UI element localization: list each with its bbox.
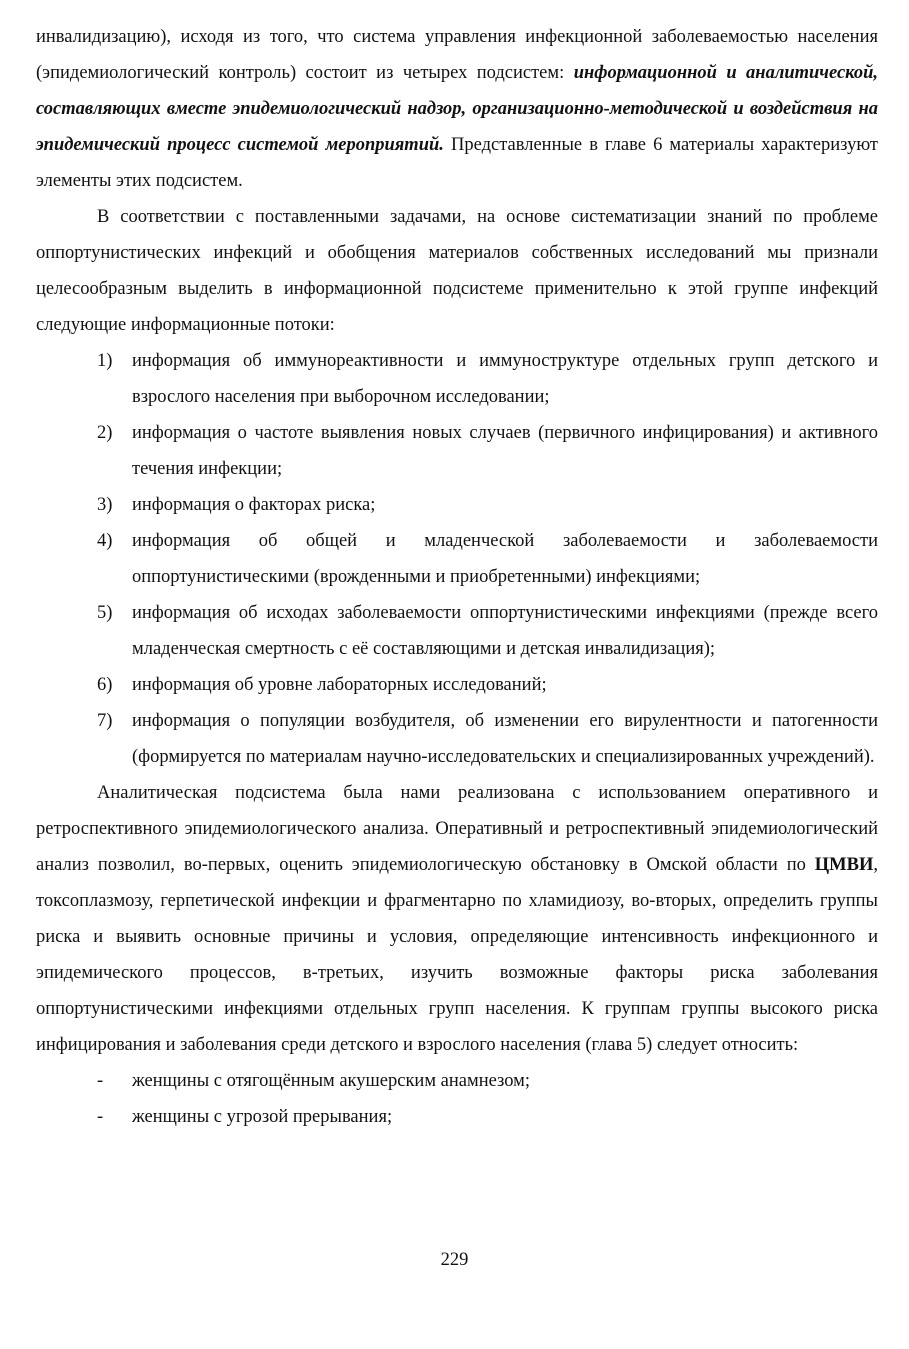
paragraph-subsystems-tail: Представленные в главе 6 материалы характеризуют элементы этих подсистем. — [36, 135, 879, 191]
list-item — [36, 1063, 878, 1099]
list-item-marker: - — [97, 1071, 104, 1091]
list-item-text: информация о популяции возбудителя, об изменении его вирулентности и патогенности (формируется по материалам научно-исследовательских и специализированных учреждений). — [132, 711, 878, 767]
list-item-text: информация об иммунореактивности и иммуноструктуре отдельных групп детского и взрослого населения при выборочном исследовании; — [132, 351, 878, 407]
list-item-number: 3) — [97, 495, 113, 515]
page-number: 229 — [440, 1250, 469, 1270]
paragraph-analytical-part1: Аналитическая подсистема была нами реализована с использованием оперативного и ретроспективного эпидемиологического анализа. Оперативный и ретроспективный эпидемиологический анализ позволил, во-первых, оценить эпидемиологическую обстановку в Омской области по — [36, 783, 878, 875]
list-item — [36, 523, 878, 595]
list-item — [36, 595, 878, 667]
list-item — [36, 703, 878, 775]
paragraph-info-streams-intro: В соответствии с поставленными задачами, на основе систематизации знаний по проблеме оппортунистических инфекций и обобщения материалов собственных исследований мы признали целесообразным выделить в информационной подсистеме применительно к этой группе инфекций следующие информационные потоки: — [36, 207, 878, 335]
list-item-text: женщины с угрозой прерывания; — [132, 1107, 393, 1127]
list-item-text: информация о частоте выявления новых случаев (первичного инфицирования) и активного течения инфекции; — [132, 423, 878, 479]
list-item-number: 1) — [97, 351, 113, 371]
list-item-text: информация об общей и младенческой заболеваемости и заболеваемости оппортунистическими (врожденными и приобретенными) инфекциями; — [132, 531, 878, 587]
list-item — [36, 415, 878, 487]
list-item-text: информация об исходах заболеваемости оппортунистическими инфекциями (прежде всего младенческая смертность с её составляющими и детская инвалидизация); — [132, 603, 878, 659]
list-item-number: 6) — [97, 675, 113, 695]
list-item-text: информация о факторах риска; — [132, 495, 376, 515]
risk-groups-list — [36, 1063, 878, 1135]
list-item-marker: - — [97, 1107, 104, 1127]
list-item — [36, 667, 878, 703]
paragraph-subsystems — [36, 19, 878, 199]
list-item-number: 5) — [97, 603, 113, 623]
document-page — [36, 19, 878, 1135]
list-item — [36, 1099, 878, 1135]
paragraph-subsystems-lead: инвалидизацию), исходя из того, что система управления инфекционной заболеваемостью населения (эпидемиологический контроль) состоит из четырех подсистем: — [36, 27, 878, 83]
paragraph-analytical-part2: , токсоплазмозу, герпетической инфекции и фрагментарно по хламидиозу, во-вторых, определить группы риска и выявить основные причины и условия, определяющие интенсивность инфекционного и эпидемического процессов, в-третьих, изучить возможные факторы риска заболевания оппортунистическими инфекциями отдельных групп населения. К группам группы высокого риска инфицирования и заболевания среди детского и взрослого населения (глава 5) следует относить: — [36, 855, 878, 1055]
paragraph-subsystems-emphasis: информационной и аналитической, составляющих вместе эпидемиологический надзор, организационно-методической и воздействия на эпидемический процесс системой мероприятий. — [36, 63, 879, 155]
paragraph-analytical-subsystem — [36, 775, 878, 1063]
info-streams-list — [36, 343, 878, 775]
list-item-text: информация об уровне лабораторных исследований; — [132, 675, 547, 695]
list-item-number: 7) — [97, 711, 113, 731]
list-item-text: женщины с отягощённым акушерским анамнезом; — [132, 1071, 530, 1091]
list-item — [36, 487, 878, 523]
list-item-number: 4) — [97, 531, 113, 551]
paragraph-analytical-abbr: ЦМВИ — [814, 855, 874, 875]
list-item — [36, 343, 878, 415]
list-item-number: 2) — [97, 423, 113, 443]
